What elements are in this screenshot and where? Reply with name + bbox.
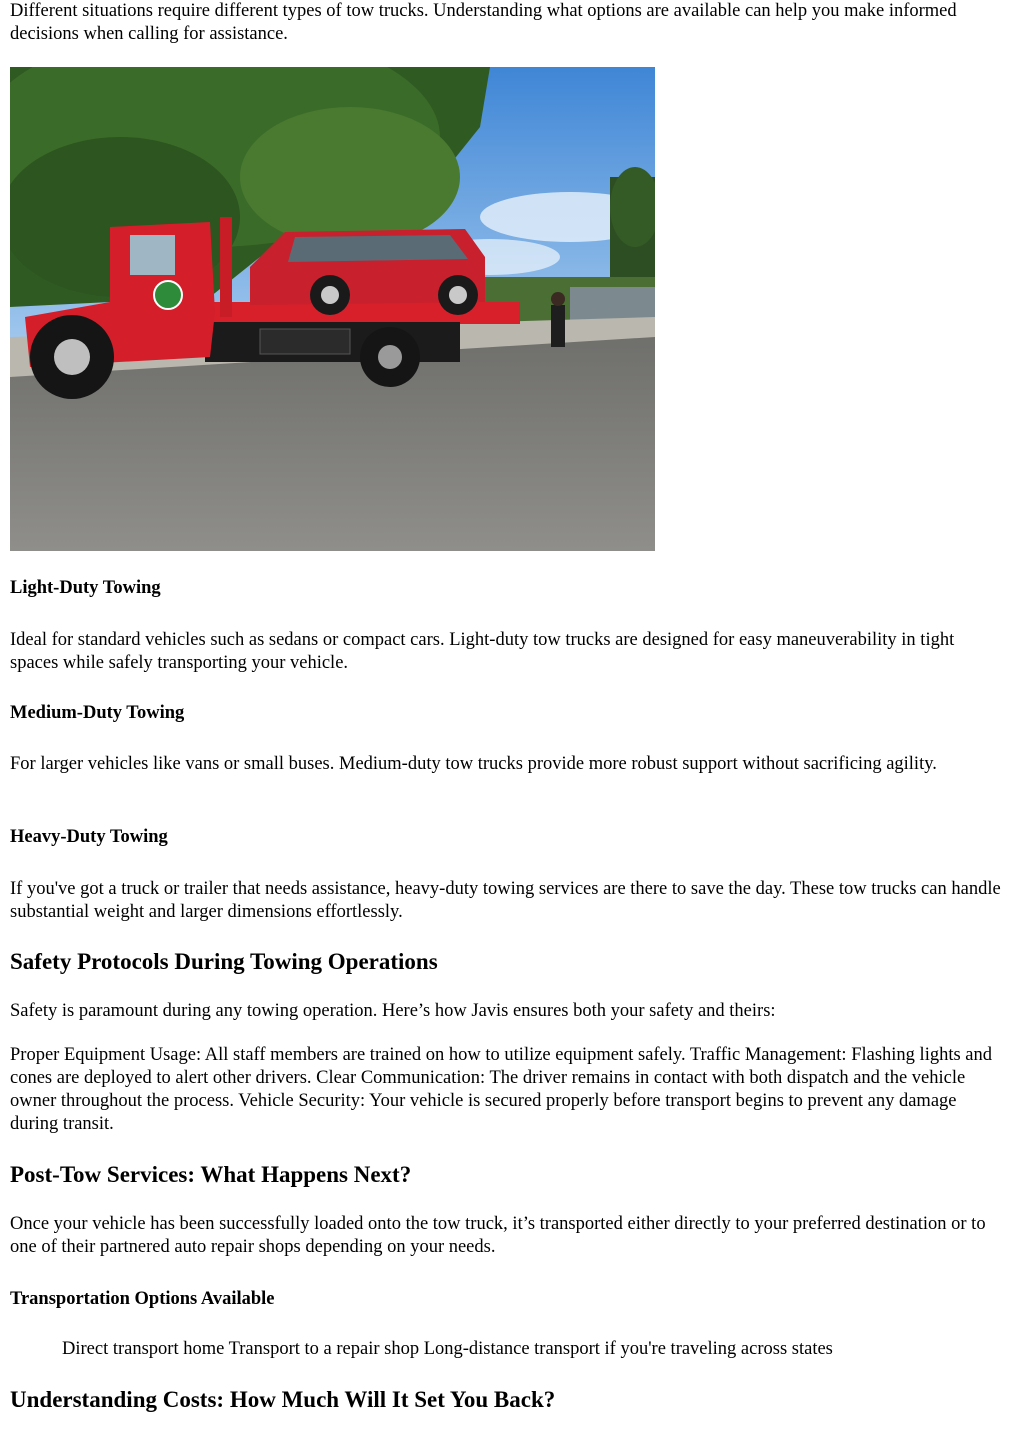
transport-heading: Transportation Options Available bbox=[10, 1289, 275, 1309]
safety-intro: Safety is paramount during any towing operation. Here’s how Javis ensures both your safety and theirs: bbox=[10, 1001, 776, 1021]
heavy-duty-heading: Heavy-Duty Towing bbox=[10, 827, 168, 847]
heavy-duty-text: If you've got a truck or trailer that needs assistance, heavy-duty towing services are there to save the day. These tow trucks can handle substantial weight and larger dimensions effortlessly. bbox=[10, 879, 1001, 922]
medium-duty-heading: Medium-Duty Towing bbox=[10, 703, 185, 723]
post-tow-heading: Post-Tow Services: What Happens Next? bbox=[10, 1162, 412, 1187]
post-tow-text: Once your vehicle has been successfully loaded onto the tow truck, it’s transported either directly to your preferred destination or to one of their partnered auto repair shops depending on your needs. bbox=[10, 1214, 986, 1257]
tow-truck-photo bbox=[10, 67, 655, 551]
safety-heading: Safety Protocols During Towing Operations bbox=[10, 949, 438, 974]
safety-text: Proper Equipment Usage: All staff members are trained on how to utilize equipment safely. Traffic Management: Flashing lights and cones are deployed to alert other drivers. Clear Communication: The driver remains in contact with both dispatch and the vehicle owner throughout the process. Vehicle Security: Your vehicle is secured properly before transport begins to prevent any damage during transit. bbox=[10, 1045, 993, 1134]
transport-options-text: Direct transport home Transport to a repair shop Long-distance transport if you're traveling across states bbox=[62, 1339, 833, 1359]
costs-heading: Understanding Costs: How Much Will It Set You Back? bbox=[10, 1387, 556, 1412]
light-duty-text: Ideal for standard vehicles such as sedans or compact cars. Light-duty tow trucks are designed for easy maneuverability in tight spaces while safely transporting your vehicle. bbox=[10, 630, 955, 673]
medium-duty-text: For larger vehicles like vans or small buses. Medium-duty tow trucks provide more robust support without sacrificing agility. bbox=[10, 754, 937, 774]
light-duty-heading: Light-Duty Towing bbox=[10, 578, 161, 598]
intro-paragraph: Different situations require different types of tow trucks. Understanding what options are available can help you make informed decisions when calling for assistance. bbox=[10, 1, 957, 44]
